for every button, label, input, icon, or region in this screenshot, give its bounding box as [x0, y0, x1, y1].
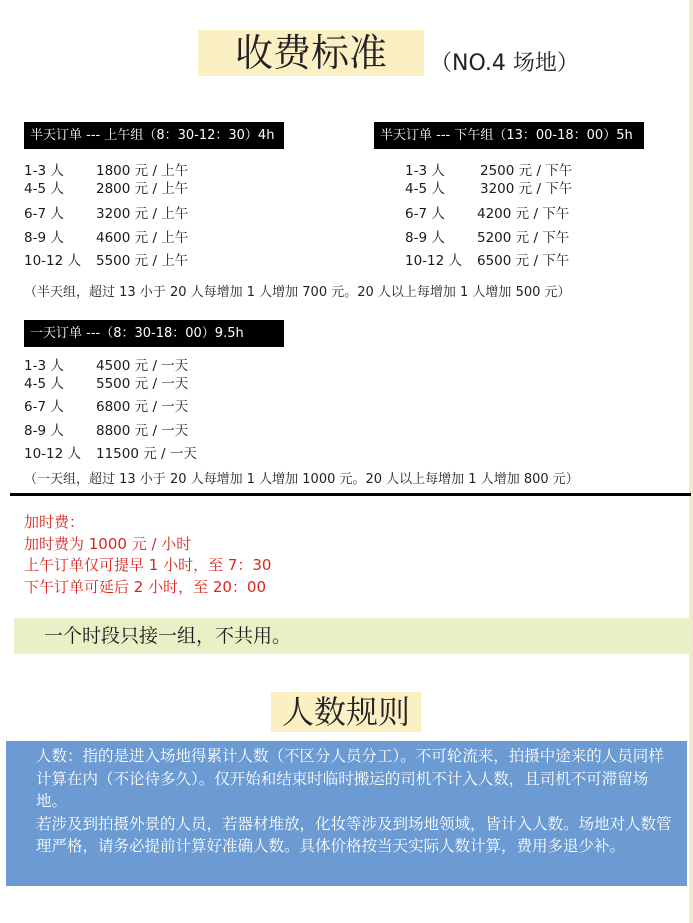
rate-row: 10-12 人 11500 元 / 一天: [24, 446, 197, 462]
half-day-note: （半天组，超过 13 小于 20 人每增加 1 人增加 700 元。20 人以上每增加 1 人增加 500 元）: [24, 285, 571, 300]
rate-row: 1-3 人 2500 元 / 下午: [405, 163, 573, 179]
rate-row: 1-3 人 4500 元 / 一天: [24, 358, 189, 374]
afternoon-rate-list: [405, 162, 572, 274]
full-day-note: （一天组，超过 13 小于 20 人每增加 1 人增加 1000 元。20 人以上每增加 1 人增加 800 元）: [24, 472, 579, 487]
rate-row: 6-7 人 3200 元 / 上午: [24, 206, 189, 222]
rate-row: 6-7 人 6800 元 / 一天: [24, 399, 189, 415]
rate-row: 4-5 人 5500 元 / 一天: [24, 376, 189, 392]
rules-box: [6, 741, 687, 886]
morning-heading: 半天订单 --- 上午组（8：30-12：30）4h: [24, 122, 284, 149]
afternoon-heading: 半天订单 --- 下午组（13：00-18：00）5h: [374, 122, 644, 149]
overtime-line: 下午订单可延后 2 小时，至 20：00: [24, 577, 267, 596]
rules-paragraph: 人数：指的是进入场地得累计人数（不区分人员分工）。不可轮流来，拍摄中途来的人员同样计算在内（不论待多久）。仅开始和结束时临时搬运的司机不计入人数，且司机不可滞留场地。: [36, 747, 664, 810]
morning-rate-list: [24, 162, 188, 274]
rate-row: 8-9 人 4600 元 / 上午: [24, 229, 189, 246]
overtime-line: 上午订单仅可提早 1 小时，至 7：30: [24, 556, 272, 574]
rate-row: 6-7 人 4200 元 / 下午: [405, 206, 570, 222]
page-title: 收费标准: [234, 31, 387, 75]
rules-paragraph: 若涉及到拍摄外景的人员，若器材堆放，化妆等涉及到场地领域，皆计入人数。场地对人数管理严格，请务必提前计算好准确人数。具体价格按当天实际人数计算，费用多退少补。: [36, 814, 672, 855]
full-day-heading: 一天订单 ---（8：30-18：00）9.5h: [24, 320, 284, 347]
section-divider: [10, 493, 691, 496]
overtime-line: 加时费为 1000 元 / 小时: [24, 534, 192, 553]
rules-title: 人数规则: [281, 693, 410, 731]
overtime-section: [24, 512, 271, 598]
full-day-rate-list: [24, 357, 197, 467]
rate-row: 4-5 人 3200 元 / 下午: [405, 181, 573, 197]
rate-row: 1-3 人 1800 元 / 上午: [24, 163, 189, 179]
rate-row: 10-12 人 5500 元 / 上午: [24, 253, 189, 269]
exclusive-banner-text: 一个时段只接一组，不共用。: [44, 625, 292, 647]
venue-label: （NO.4 场地）: [430, 51, 579, 76]
rate-row: 8-9 人 8800 元 / 一天: [24, 422, 189, 439]
rate-row: 8-9 人 5200 元 / 下午: [405, 229, 570, 246]
rate-row: 10-12 人 6500 元 / 下午: [405, 253, 570, 269]
overtime-title: 加时费：: [24, 513, 85, 531]
rate-row: 4-5 人 2800 元 / 上午: [24, 181, 189, 197]
page-edge-strip: [689, 0, 693, 923]
